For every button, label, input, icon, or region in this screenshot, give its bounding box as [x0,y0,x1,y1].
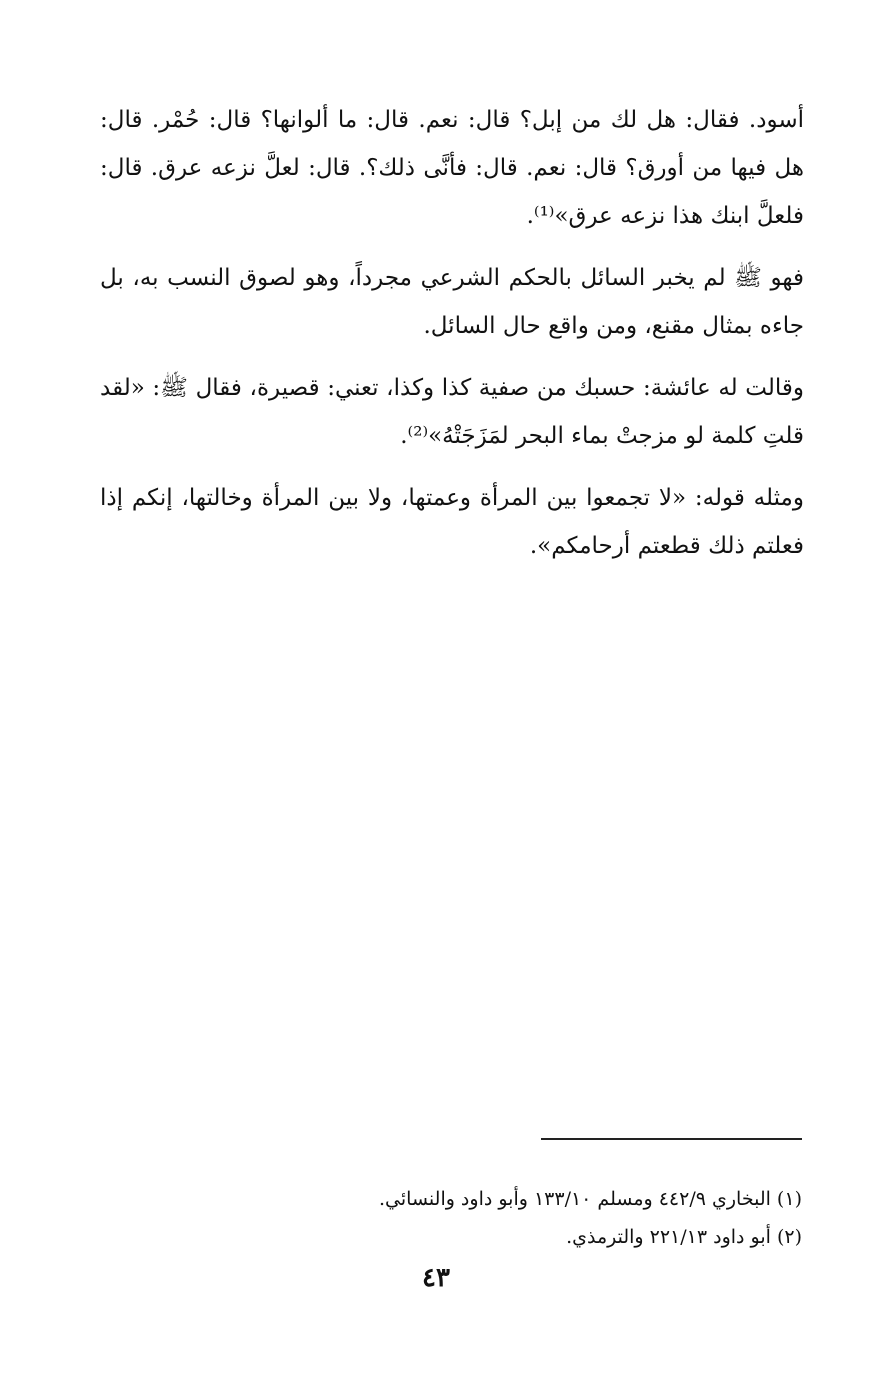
main-text [100,96,804,584]
paragraph-1: أسود. فقال: هل لك من إبل؟ قال: نعم. قال: ما ألوانها؟ قال: حُمْر. قال: هل فيها من أورق؟ قال: نعم. قال: فأنَّى ذلك؟. قال: لعلَّ نزعه عرق. قال: فلعلَّ ابنك هذا نزعه عرق»⁽¹⁾. [100,107,804,229]
paragraph-3: وقالت له عائشة: حسبك من صفية كذا وكذا، تعني: قصيرة، فقال ﷺ: «لقد قلتِ كلمة لو مزجتْ بماء البحر لمَزَجَتْهُ»⁽²⁾. [100,375,804,449]
footnote-1: (١) البخاري ٤٤٢/٩ ومسلم ١٣٣/١٠ وأبو داود والنسائي. [379,1188,802,1210]
footnotes [300,1180,802,1256]
footnote-divider [541,1138,802,1140]
footnote-2: (٢) أبو داود ٢٢١/١٣ والترمذي. [566,1226,802,1248]
paragraph-4: ومثله قوله: «لا تجمعوا بين المرأة وعمتها، ولا بين المرأة وخالتها، إنكم إذا فعلتم ذلك قطعتم أرحامكم». [100,485,804,559]
page-number: ٤٣ [422,1263,450,1293]
paragraph-2: فهو ﷺ لم يخبر السائل بالحكم الشرعي مجرداً، وهو لصوق النسب به، بل جاءه بمثال مقنع، ومن واقع حال السائل. [100,265,804,339]
